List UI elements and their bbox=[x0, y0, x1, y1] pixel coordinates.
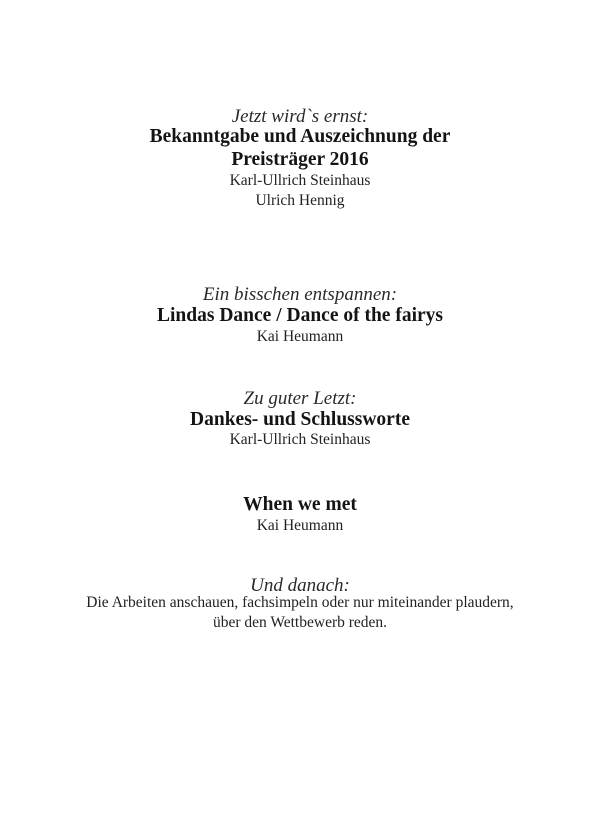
section-title: Preisträger 2016 bbox=[231, 149, 369, 170]
section-title: Lindas Dance / Dance of the fairys bbox=[157, 305, 443, 326]
presenter-name: Karl-Ullrich Steinhaus bbox=[229, 431, 371, 448]
section-body-text: über den Wettbewerb reden. bbox=[212, 614, 388, 631]
section-title: When we met bbox=[243, 494, 357, 515]
section-intro: Und danach: bbox=[250, 575, 350, 596]
section-title: Bekanntgabe und Auszeichnung der bbox=[149, 126, 451, 147]
section-intro: Ein bisschen entspannen: bbox=[202, 284, 398, 305]
section-body-text: Die Arbeiten anschauen, fachsimpeln oder nur miteinander plaudern, bbox=[86, 594, 514, 611]
section-intro: Zu guter Letzt: bbox=[243, 388, 357, 409]
presenter-name: Karl-Ullrich Steinhaus bbox=[229, 172, 371, 189]
performer-name: Kai Heumann bbox=[256, 328, 344, 345]
presenter-name: Ulrich Hennig bbox=[255, 192, 345, 209]
performer-name: Kai Heumann bbox=[256, 517, 344, 534]
section-intro: Jetzt wird`s ernst: bbox=[231, 106, 369, 127]
section-title: Dankes- und Schlussworte bbox=[190, 409, 410, 430]
